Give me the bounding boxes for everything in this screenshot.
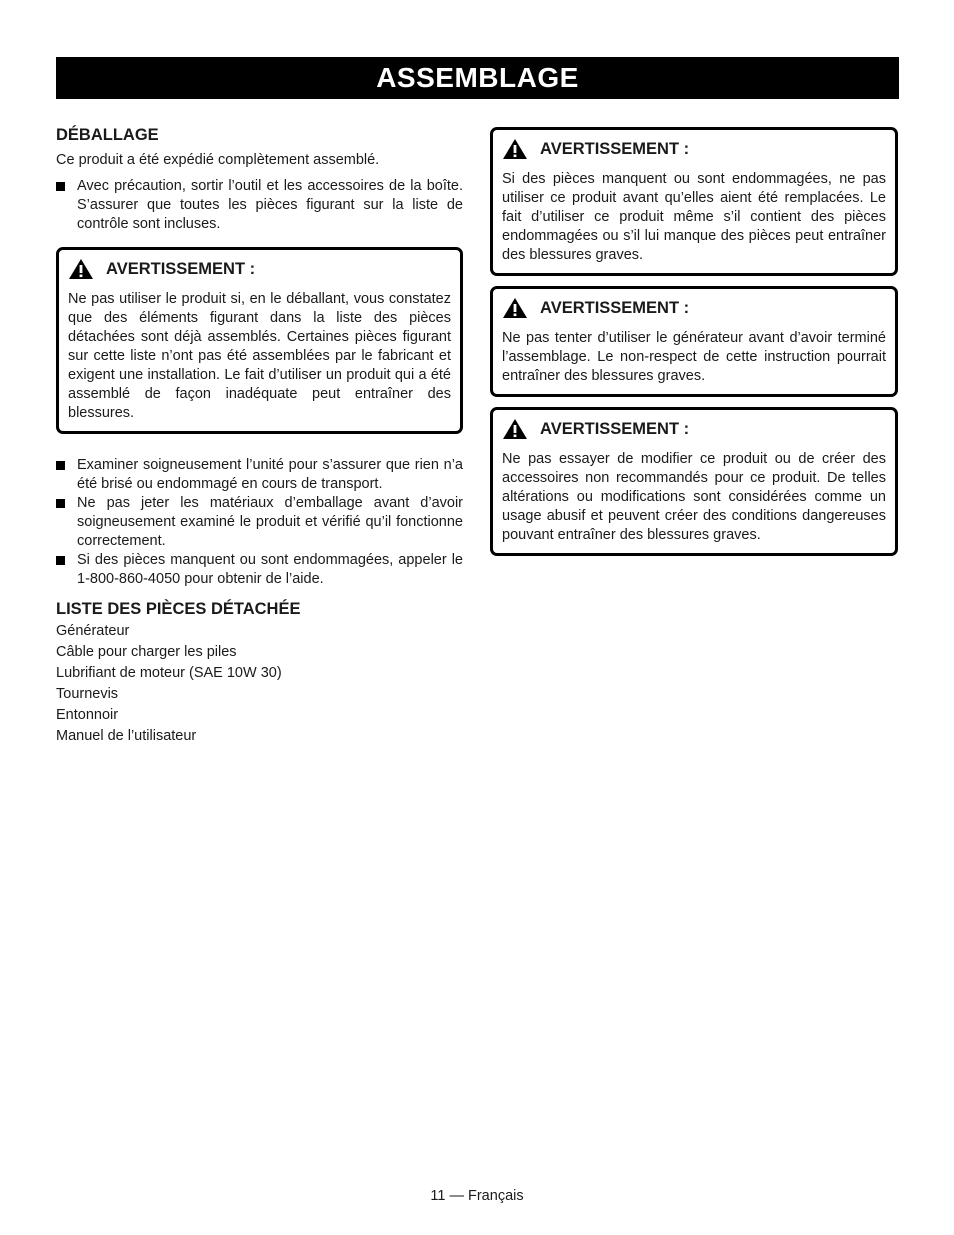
list-item: Entonnoir <box>56 707 119 723</box>
parts-list <box>56 621 463 747</box>
list-item: Ne pas jeter les matériaux d’emballage avant d’avoir soigneusement examiné le produit et vérifié qu’il fonctionne correctement. <box>56 494 463 551</box>
list-item: Manuel de l’utilisateur <box>56 728 197 744</box>
warning-title: AVERTISSEMENT : <box>540 140 690 158</box>
warning-header <box>68 256 451 282</box>
right-column <box>490 127 898 556</box>
bullet-list-1 <box>56 177 463 234</box>
warning-text: Ne pas tenter d’utiliser le générateur avant d’avoir terminé l’assemblage. Le non-respect de cette instruction pourrait entraîner des blessures graves. <box>502 330 886 384</box>
list-item: Tournevis <box>56 686 119 702</box>
warning-header <box>502 295 886 321</box>
list-item: Générateur <box>56 623 130 639</box>
warning-header <box>502 416 886 442</box>
list-item: Examiner soigneusement l’unité pour s’assurer que rien n’a été brisé ou endommagé en cours de transport. <box>56 456 463 494</box>
warning-title: AVERTISSEMENT : <box>106 260 256 278</box>
page-footer: 11 — Français <box>430 1188 524 1204</box>
intro-text: Ce produit a été expédié complètement assemblé. <box>56 152 380 168</box>
warning-box <box>490 286 898 397</box>
warning-box <box>490 127 898 276</box>
warning-triangle-icon <box>502 297 528 319</box>
warning-title: AVERTISSEMENT : <box>540 420 690 438</box>
warning-header <box>502 136 886 162</box>
section-heading-deballage: DÉBALLAGE <box>56 126 159 144</box>
left-column <box>56 124 463 747</box>
warning-box <box>490 407 898 556</box>
list-item: Avec précaution, sortir l’outil et les accessoires de la boîte. S’assurer que toutes les pièces figurant sur la liste de contrôle sont incluses. <box>56 177 463 234</box>
warning-title: AVERTISSEMENT : <box>540 299 690 317</box>
warning-triangle-icon <box>502 138 528 160</box>
list-item: Câble pour charger les piles <box>56 644 237 660</box>
list-item: Si des pièces manquent ou sont endommagées, appeler le 1-800-860-4050 pour obtenir de l’aide. <box>56 551 463 589</box>
section-heading-parts: LISTE DES PIÈCES DÉTACHÉE <box>56 600 301 618</box>
warning-triangle-icon <box>502 418 528 440</box>
warning-text: Ne pas essayer de modifier ce produit ou de créer des accessoires non recommandés pour ce produit. De telles altérations ou modifications sont considérées comme un usage abusif et peuvent créer des conditions dangereuses pouvant entraîner des blessures graves. <box>502 451 886 543</box>
list-item: Lubrifiant de moteur (SAE 10W 30) <box>56 665 282 681</box>
page-title: ASSEMBLAGE <box>56 57 899 99</box>
warning-text: Si des pièces manquent ou sont endommagées, ne pas utiliser ce produit avant qu’elles aient été remplacées. Le fait d’utiliser ce produit même s’il contient des pièces endommagées ou s’il lui manque des pièces peut entraîner des blessures graves. <box>502 171 886 263</box>
bullet-list-2 <box>56 456 463 589</box>
warning-triangle-icon <box>68 258 94 280</box>
warning-text: Ne pas utiliser le produit si, en le déballant, vous constatez que des éléments figurant dans la liste des pièces détachées sont déjà assemblés. Certaines pièces figurant sur cette liste n’ont pas été assemblées par le fabricant et exigent une installation. Le fait d’utiliser un produit qui a été assemblé de façon inadéquate peut entraîner des blessures. <box>68 291 451 421</box>
warning-box <box>56 247 463 434</box>
